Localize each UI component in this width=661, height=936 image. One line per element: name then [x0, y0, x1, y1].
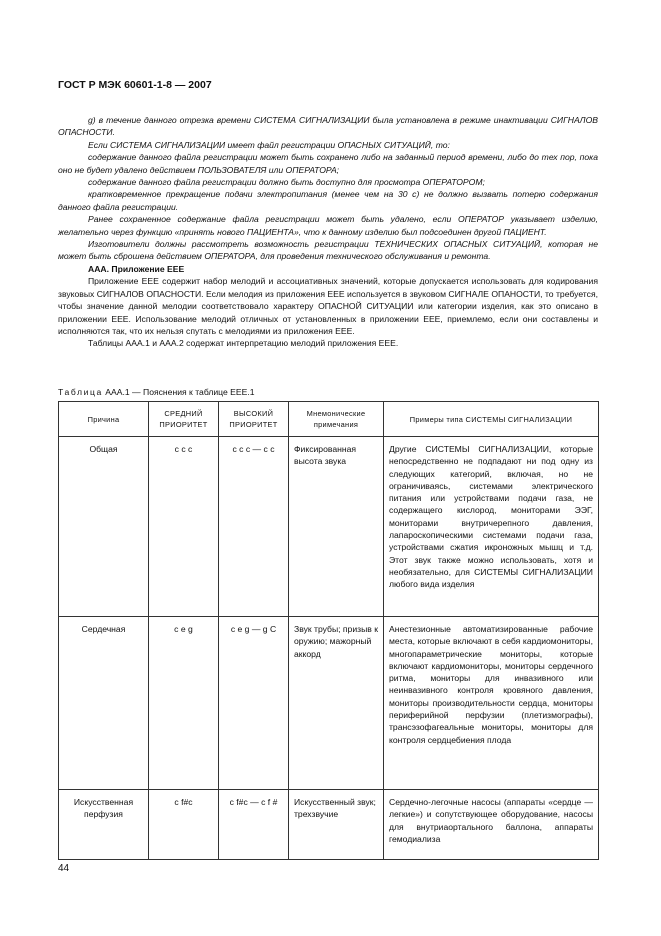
paragraph: Изготовители должны рассмотреть возможность регистрации ТЕХНИЧЕСКИХ ОПАСНЫХ СИТУАЦИЙ, которая не может быть сброшена действием ОПЕРАТОРА, для проведения технического обслуживания и ремонта.	[58, 239, 598, 262]
paragraph: Приложение ЕЕЕ содержит набор мелодий и ассоциативных значений, которые допускается использовать для кодирования звуковых СИГНАЛОВ ОПАСНОСТИ. Если мелодия из приложения ЕЕЕ используется в звуковом СИГНАЛЕ ОПАНОСТИ, то требуется, чтобы значение данной мелодии соответствовало характеру ОПАСНОЙ СИТУАЦИИ или категории изделия, как это описано в приложении ЕЕЕ. Использование мелодий отличных от установленных в приложении ЕЕЕ, приемлемо, если они составлены и исполняются так, что их нельзя спутать с мелодиями из приложения ЕЕЕ.	[58, 276, 598, 336]
cell-examples: Сердечно-легочные насосы (аппараты «сердце — легкие») и сопутствующее оборудование, насосы для внутриаортального баллона, аппараты гемодиализа	[384, 790, 599, 860]
table-row	[59, 617, 599, 790]
cell-notes: Фиксированная высота звука	[289, 437, 384, 617]
cell-examples: Другие СИСТЕМЫ СИГНАЛИЗАЦИИ, которые непосредственно не подпадают ни под одну из следующих категорий, включая, но не ограничиваясь, системами электрического питания или устройствами подачи газа, не содержащего кислород, мониторами ЭЭГ, мониторами внутричерепного давления, лапароскопическими системами подачи газа, устройствами сжатия икроножных мышц и т.д. Этот звук также можно использовать, хотя и необязательно, для СИСТЕМЫ СИГНАЛИЗАЦИИ любого вида изделия	[384, 437, 599, 617]
cell-high: c c c — c c	[219, 437, 289, 617]
cell-medium: c f#c	[149, 790, 219, 860]
melody-table	[58, 401, 599, 860]
cell-medium: c c c	[149, 437, 219, 617]
cell-high: c e g — g C	[219, 617, 289, 790]
paragraph: содержание данного файла регистрации может быть сохранено либо на заданный период времени, либо до тех пор, пока оно не будет удалено действием ПОЛЬЗОВАТЕЛЯ или ОПЕРАТОРА;	[58, 152, 598, 175]
paragraph: Если СИСТЕМА СИГНАЛИЗАЦИИ имеет файл регистрации ОПАСНЫХ СИТУАЦИЙ, то:	[88, 139, 450, 150]
table-caption	[58, 387, 255, 397]
document-header: ГОСТ Р МЭК 60601-1-8 — 2007	[58, 79, 212, 91]
header-high-priority: ВЫСОКИЙ ПРИОРИТЕТ	[219, 402, 289, 437]
body-text	[58, 114, 598, 350]
cell-high: c f#c — c f #	[219, 790, 289, 860]
paragraph: кратковременное прекращение подачи электропитания (менее чем на 30 с) не должно вызвать потерю содержания данного файла регистрации.	[58, 189, 598, 212]
header-examples: Примеры типа СИСТЕМЫ СИГНАЛИЗАЦИИ	[384, 402, 599, 437]
header-mnemonic-notes: Мнемонические примечания	[289, 402, 384, 437]
cell-cause: Сердечная	[59, 617, 149, 790]
cell-examples: Анестезионные автоматизированные рабочие места, которые включают в себя кардиомониторы, многопараметрические мониторы, которые включают кардиомониторы, мониторы сердечного ритма, мониторы для инвазивного или неинвазивного контроля кровяного давления, мониторы производительности сердца, мониторы периферийной перфузии (плетизмографы), трансэзофагеальные мониторы, мониторы для контроля сердцебиения плода	[384, 617, 599, 790]
cell-cause: Искусственная перфузия	[59, 790, 149, 860]
table-caption-prefix: Таблица	[58, 387, 103, 397]
cell-medium: c e g	[149, 617, 219, 790]
paragraph: g) в течение данного отрезка времени СИСТЕМА СИГНАЛИЗАЦИИ была установлена в режиме инактивации СИГНАЛОВ ОПАСНОСТИ.	[58, 115, 598, 138]
paragraph: Ранее сохраненное содержание файла регистрации может быть удалено, если ОПЕРАТОР указывает изделию, желательно через функцию «принять нового ПАЦИЕНТА», что к данному изделию был подсоединен другой ПАЦИЕНТ.	[58, 214, 598, 237]
section-heading: ААА. Приложение ЕЕЕ	[88, 263, 185, 274]
paragraph: содержание данного файла регистрации должно быть доступно для просмотра ОПЕРАТОРОМ;	[88, 177, 485, 188]
header-cause: Причина	[59, 402, 149, 437]
paragraph: Таблицы ААА.1 и ААА.2 содержат интерпретацию мелодий приложения ЕЕЕ.	[88, 338, 399, 349]
cell-notes: Звук трубы; призыв к оружию; мажорный аккорд	[289, 617, 384, 790]
table-header-row	[59, 402, 599, 437]
table-row	[59, 790, 599, 860]
cell-cause: Общая	[59, 437, 149, 617]
header-medium-priority: СРЕДНИЙ ПРИОРИТЕТ	[149, 402, 219, 437]
table-caption-text: ААА.1 — Пояснения к таблице ЕЕЕ.1	[105, 387, 255, 397]
cell-notes: Искусственный звук; трехзвучие	[289, 790, 384, 860]
table-row	[59, 437, 599, 617]
page-number: 44	[58, 863, 70, 874]
